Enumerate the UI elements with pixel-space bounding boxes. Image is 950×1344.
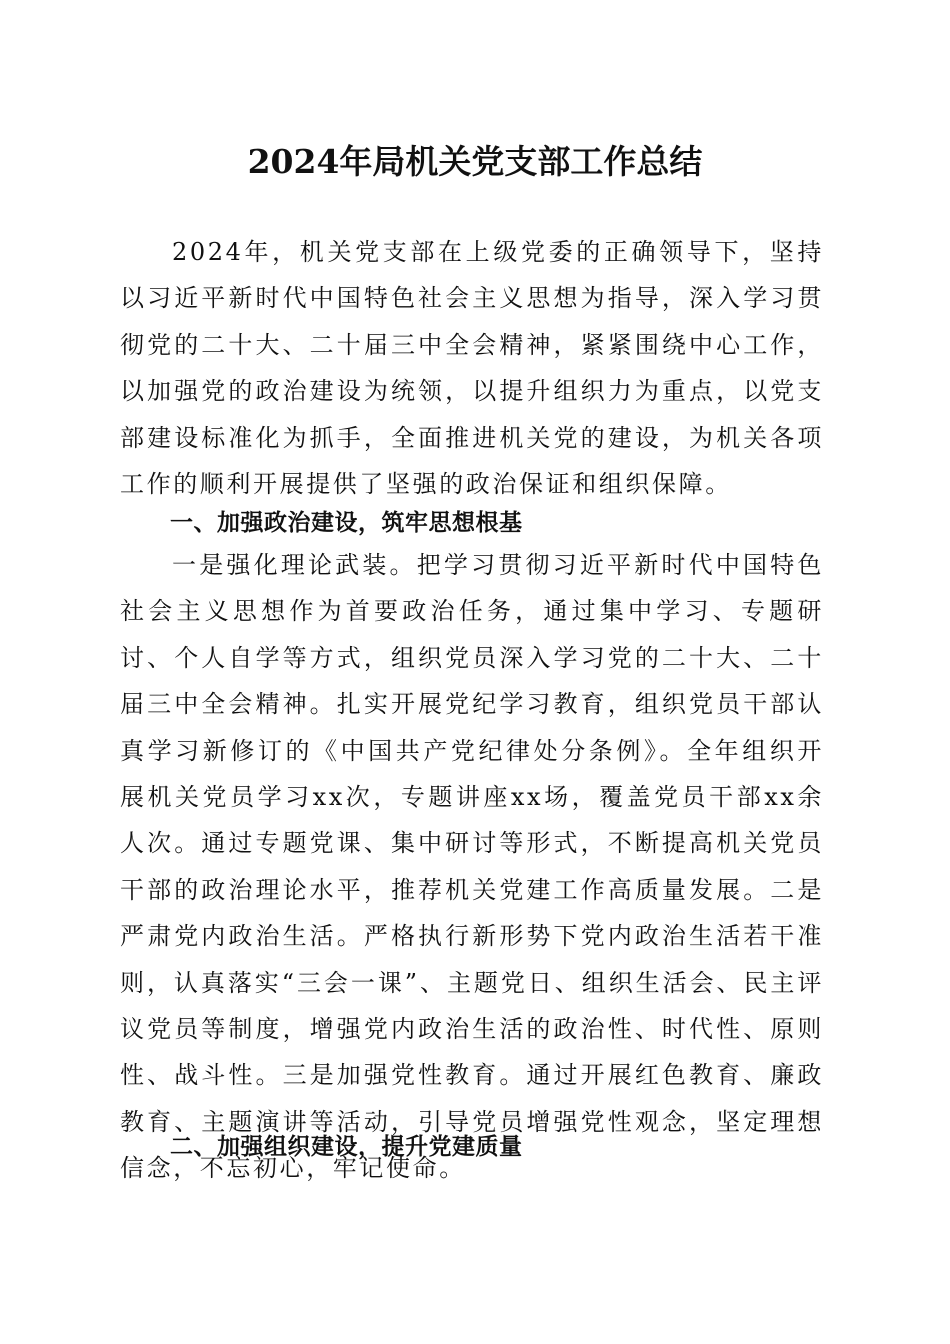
intro-paragraph: 2024年，机关党支部在上级党委的正确领导下，坚持以习近平新时代中国特色社会主义思想为指导，深入学习贯彻党的二十大、二十届三中全会精神，紧紧围绕中心工作，以加强党的政治建设为统领，以提升组织力为重点，以党支部建设标准化为抓手，全面推进机关党的建设，为机关各项工作的顺利开展提供了坚强的政治保证和组织保障。: [120, 238, 824, 499]
document-title: 2024年局机关党支部工作总结: [247, 142, 703, 181]
section-2-heading: 二、加强组织建设，提升党建质量: [170, 1134, 523, 1160]
section-1-heading: 一、加强政治建设，筑牢思想根基: [170, 510, 523, 536]
section-1-paragraph: 一是强化理论武装。把学习贯彻习近平新时代中国特色社会主义思想作为首要政治任务，通过集中学习、专题研讨、个人自学等方式，组织党员深入学习党的二十大、二十届三中全会精神。扎实开展党纪学习教育，组织党员干部认真学习新修订的《中国共产党纪律处分条例》。全年组织开展机关党员学习xx次，专题讲座xx场，覆盖党员干部xx余人次。通过专题党课、集中研讨等形式，不断提高机关党员干部的政治理论水平，推荐机关党建工作高质量发展。二是严肃党内政治生活。严格执行新形势下党内政治生活若干准则，认真落实“三会一课”、主题党日、组织生活会、民主评议党员等制度，增强党内政治生活的政治性、时代性、原则性、战斗性。三是加强党性教育。通过开展红色教育、廉政教育、主题演讲等活动，引导党员增强党性观念，坚定理想信念，不忘初心，牢记使命。: [120, 551, 824, 1183]
